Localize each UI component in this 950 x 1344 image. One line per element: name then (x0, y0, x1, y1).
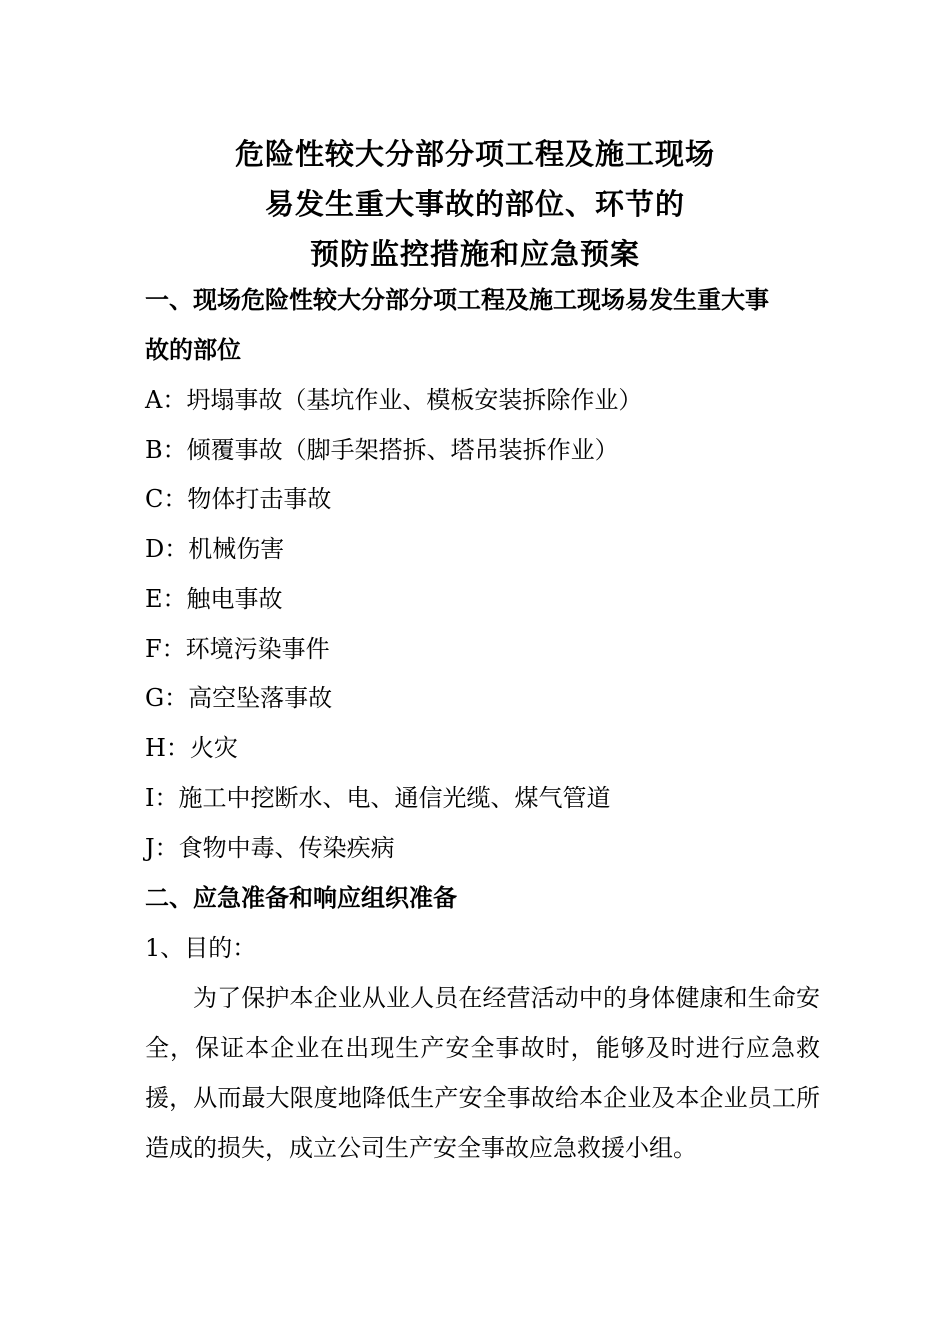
list-item-c: C：物体打击事故 (145, 485, 332, 513)
purpose-paragraph: 为了保护本企业从业人员在经营活动中的身体健康和生命安全，保证本企业在出现生产安全事故时，能够及时进行应急救援，从而最大限度地降低生产安全事故给本企业及本企业员工所造成的损失，成立公司生产安全事故应急救援小组。 (145, 984, 820, 1162)
section-2-sub-heading: 1、目的： (145, 934, 257, 962)
document-title-line-3: 预防监控措施和应急预案 (309, 237, 640, 271)
list-item-g: G：高空坠落事故 (145, 684, 333, 712)
section-1-heading-line-1: 一、现场危险性较大分部分项工程及施工现场易发生重大事 (145, 286, 769, 314)
list-item-j: J：食物中毒、传染疾病 (145, 834, 395, 862)
list-item-f: F：环境污染事件 (145, 635, 330, 663)
section-1-heading-line-2: 故的部位 (145, 336, 241, 364)
section-2-heading: 二、应急准备和响应组织准备 (145, 884, 457, 912)
document-title-line-1: 危险性较大分部分项工程及施工现场 (234, 137, 715, 171)
list-item-i: I：施工中挖断水、电、通信光缆、煤气管道 (145, 784, 611, 812)
list-item-b: B：倾覆事故（脚手架搭拆、塔吊装拆作业） (145, 436, 619, 464)
list-item-h: H：火灾 (145, 734, 238, 762)
list-item-a: A：坍塌事故（基坑作业、模板安装拆除作业） (145, 386, 643, 414)
list-item-d: D：机械伤害 (145, 535, 285, 563)
list-item-e: E：触电事故 (145, 585, 283, 613)
document-title-line-2: 易发生重大事故的部位、环节的 (264, 187, 685, 221)
